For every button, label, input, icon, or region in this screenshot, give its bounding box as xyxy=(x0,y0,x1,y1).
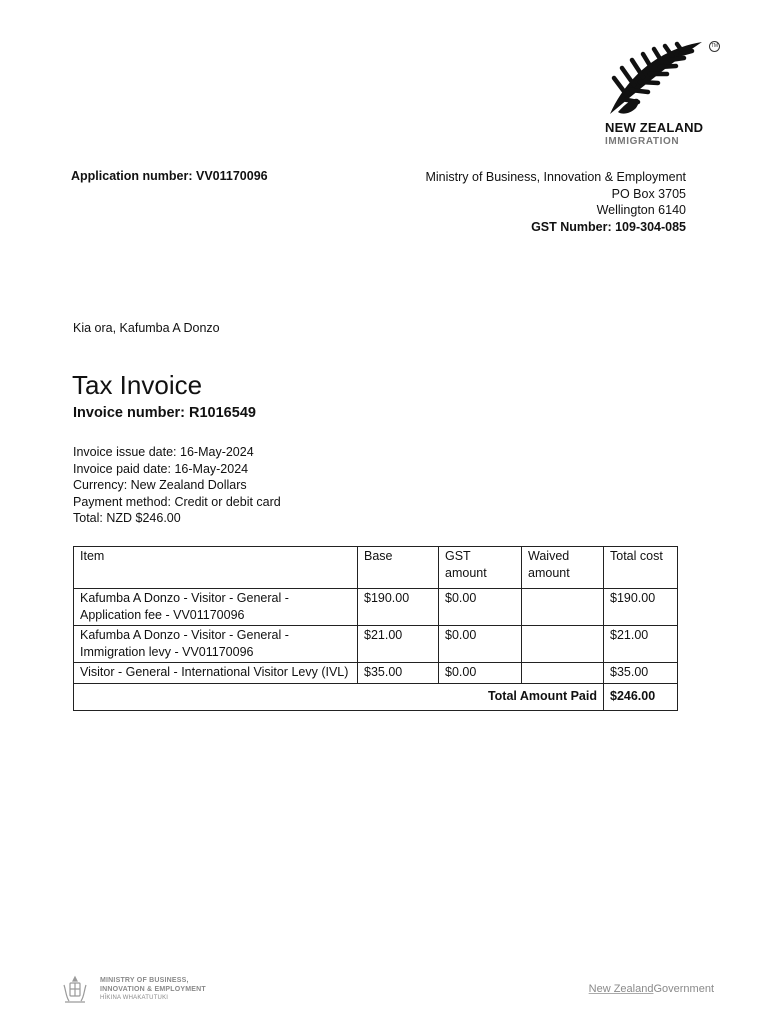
cell-waived xyxy=(522,589,604,626)
column-header-total: Total cost xyxy=(604,547,678,589)
govt-part2: Government xyxy=(653,983,714,995)
invoice-paid-date: Invoice paid date: 16-May-2024 xyxy=(73,461,249,476)
document-title: Tax Invoice xyxy=(72,370,203,400)
column-header-waived: Waived amount xyxy=(522,547,604,589)
table-header-row xyxy=(74,547,678,589)
sender-address xyxy=(425,169,686,235)
cell-base: $21.00 xyxy=(358,626,439,663)
total-amount-paid-value: $246.00 xyxy=(604,683,678,711)
logo-wordmark-line2: IMMIGRATION xyxy=(605,136,680,147)
logo-wordmark-line1: NEW ZEALAND xyxy=(605,120,704,135)
invoice-total: Total: NZD $246.00 xyxy=(73,511,181,525)
column-header-item: Item xyxy=(74,547,358,589)
nz-government-wordmark xyxy=(589,983,714,995)
table-row xyxy=(74,626,678,663)
address-po-box: PO Box 3705 xyxy=(611,186,686,201)
table-row xyxy=(74,589,678,626)
cell-waived xyxy=(522,626,604,663)
govt-part1: New Zealand xyxy=(588,983,654,995)
invoice-issue-date: Invoice issue date: 16-May-2024 xyxy=(73,445,254,459)
cell-total: $21.00 xyxy=(604,626,678,663)
cell-base: $190.00 xyxy=(358,589,439,626)
invoice-number: Invoice number: R1016549 xyxy=(73,405,256,421)
trademark-mark: TM xyxy=(709,41,720,52)
cell-gst: $0.00 xyxy=(439,626,522,663)
cell-item: Kafumba A Donzo - Visitor - General - Application fee - VV01170096 xyxy=(74,589,358,626)
cell-gst: $0.00 xyxy=(439,589,522,626)
cell-total: $35.00 xyxy=(604,663,678,684)
application-number: Application number: VV01170096 xyxy=(71,169,268,183)
invoice-currency: Currency: New Zealand Dollars xyxy=(73,478,247,492)
gst-number: GST Number: 109-304-085 xyxy=(531,219,686,234)
cell-item: Visitor - General - International Visitor Levy (IVL) xyxy=(74,663,358,684)
cell-total: $190.00 xyxy=(604,589,678,626)
coat-of-arms-icon xyxy=(60,975,90,1005)
cell-item: Kafumba A Donzo - Visitor - General - Immigration levy - VV01170096 xyxy=(74,626,358,663)
total-amount-paid-label: Total Amount Paid xyxy=(74,683,604,711)
invoice-table xyxy=(73,546,678,711)
cell-base: $35.00 xyxy=(358,663,439,684)
address-city: Wellington 6140 xyxy=(596,203,686,217)
invoice-payment-method: Payment method: Credit or debit card xyxy=(73,494,281,509)
nz-immigration-logo xyxy=(600,38,720,154)
table-total-row xyxy=(74,683,678,711)
column-header-base: Base xyxy=(358,547,439,589)
table-row xyxy=(74,663,678,684)
silver-fern-icon xyxy=(604,38,720,118)
mbie-line3: HĪKINA WHAKATUTUKI xyxy=(100,995,169,1001)
column-header-gst: GST amount xyxy=(439,547,522,589)
mbie-footer-logo xyxy=(60,975,240,1005)
invoice-details xyxy=(73,444,281,527)
cell-gst: $0.00 xyxy=(439,663,522,684)
mbie-line1: MINISTRY OF BUSINESS, xyxy=(100,977,189,984)
greeting: Kia ora, Kafumba A Donzo xyxy=(73,321,220,335)
mbie-line2: INNOVATION & EMPLOYMENT xyxy=(100,986,206,993)
address-org: Ministry of Business, Innovation & Employment xyxy=(425,170,686,184)
cell-waived xyxy=(522,663,604,684)
